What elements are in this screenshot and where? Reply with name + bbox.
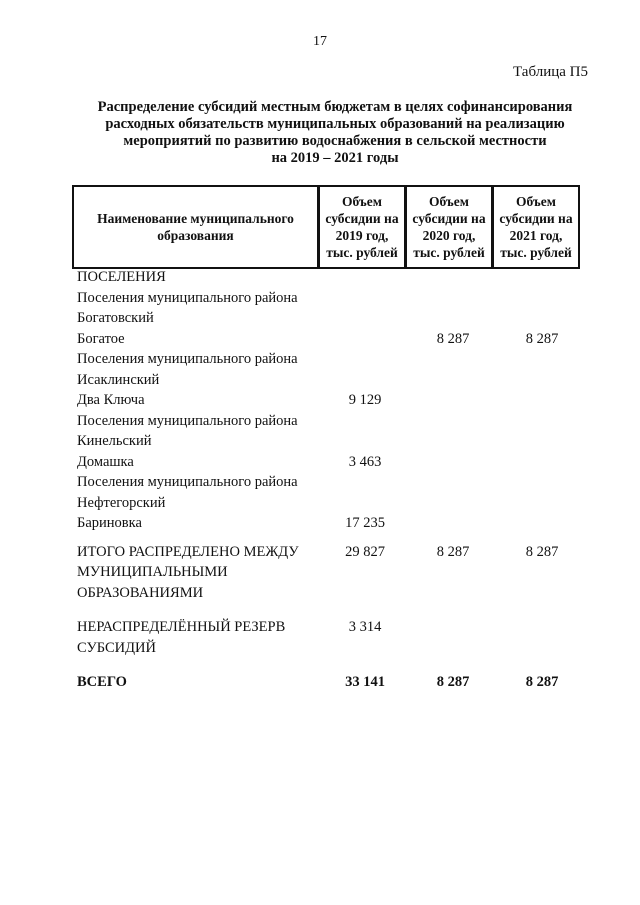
value-2020: 8 287 xyxy=(436,674,470,690)
row-name: Исаклинский xyxy=(77,371,160,388)
table-row xyxy=(77,308,617,329)
row-name: Домашка xyxy=(77,453,134,470)
total-distributed-row-cont xyxy=(77,562,617,583)
table-row xyxy=(77,390,617,411)
table-row xyxy=(77,349,617,370)
table-row xyxy=(77,329,617,350)
value-2019: 3 314 xyxy=(348,619,382,635)
value-2021: 8 287 xyxy=(525,674,559,690)
value-2019: 33 141 xyxy=(345,674,385,690)
total-distributed-row xyxy=(77,542,617,563)
reserve-row-cont xyxy=(77,638,617,659)
value-2019: 17 235 xyxy=(345,515,385,531)
page-number: 17 xyxy=(313,34,327,49)
value-2019: 29 827 xyxy=(345,543,385,560)
table-row xyxy=(77,370,617,391)
title-line: мероприятий по развитию водоснабжения в сельской местности xyxy=(123,133,547,149)
row-name: НЕРАСПРЕДЕЛЁННЫЙ РЕЗЕРВ xyxy=(77,619,286,635)
table-header xyxy=(72,185,580,269)
row-name: Кинельский xyxy=(77,433,152,449)
row-name: Поселения муниципального района xyxy=(77,474,298,490)
row-name: Богатовский xyxy=(77,310,154,326)
total-distributed-row-cont xyxy=(77,583,617,604)
value-2020: 8 287 xyxy=(436,543,470,560)
table-row xyxy=(77,452,617,473)
header-col-name: Наименование муниципального образования xyxy=(73,186,319,269)
table-row xyxy=(77,288,617,309)
row-name: Бариновка xyxy=(77,515,142,531)
table-label: Таблица П5 xyxy=(513,64,588,80)
row-name: Два Ключа xyxy=(77,392,145,408)
title-line: на 2019 – 2021 годы xyxy=(271,150,399,166)
row-name: ВСЕГО xyxy=(77,674,127,690)
document-title xyxy=(70,99,600,167)
title-line: Распределение субсидий местным бюджетам в целях софинансирования xyxy=(97,99,573,115)
row-name: ПОСЕЛЕНИЯ xyxy=(77,269,166,285)
table-row xyxy=(77,472,617,493)
row-name: СУБСИДИЙ xyxy=(77,639,156,656)
table-row xyxy=(77,267,617,288)
table-row xyxy=(77,431,617,452)
row-name: ОБРАЗОВАНИЯМИ xyxy=(77,584,204,601)
value-2019: 9 129 xyxy=(348,392,382,408)
table-row xyxy=(77,411,617,432)
table-row xyxy=(77,493,617,514)
value-2021: 8 287 xyxy=(525,543,559,560)
table-body xyxy=(77,267,617,693)
header-col-2020: Объем субсидии на 2020 год, тыс. рублей xyxy=(406,186,493,269)
reserve-row xyxy=(77,617,617,638)
row-name: Поселения муниципального района xyxy=(77,289,298,306)
value-2019: 3 463 xyxy=(348,453,382,470)
row-name: ИТОГО РАСПРЕДЕЛЕНО МЕЖДУ xyxy=(77,543,299,560)
grand-total-row xyxy=(77,672,617,693)
header-col-2021: Объем субсидии на 2021 год, тыс. рублей xyxy=(493,186,580,269)
header-col-2019: Объем субсидии на 2019 год, тыс. рублей xyxy=(319,186,406,269)
title-line: расходных обязательств муниципальных образований на реализацию xyxy=(105,116,565,132)
row-name: Нефтегорский xyxy=(77,494,166,511)
row-name: Поселения муниципального района xyxy=(77,351,298,367)
row-name: Богатое xyxy=(77,330,125,347)
row-name: Поселения муниципального района xyxy=(77,412,298,429)
table-row xyxy=(77,513,617,534)
row-name: МУНИЦИПАЛЬНЫМИ xyxy=(77,564,228,580)
value-2020: 8 287 xyxy=(436,330,470,347)
value-2021: 8 287 xyxy=(525,330,559,347)
